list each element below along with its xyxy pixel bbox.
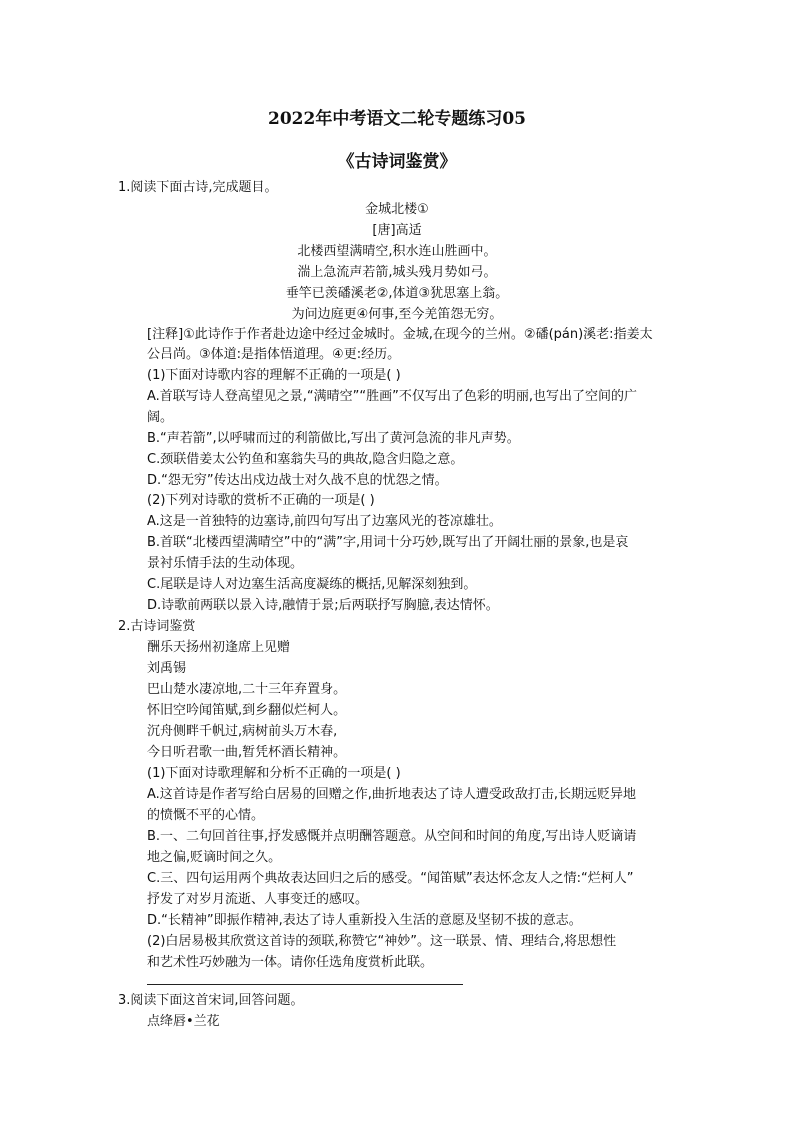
q1-sub2-option: C.尾联是诗人对边塞生活高度凝练的概括,见解深刻独到。 — [147, 577, 477, 592]
q2-poem-line: 怀旧空吟闻笛赋,到乡翻似烂柯人。 — [147, 703, 347, 718]
q1-note-line: 公吕尚。③体道:是指体悟道理。④更:经历。 — [147, 347, 401, 362]
question-2-stem: 2.古诗词鉴赏 — [118, 619, 196, 634]
page-subtitle: 《古诗词鉴赏》 — [337, 152, 457, 172]
q2-poem-line: 沉舟侧畔千帆过,病树前头万木春, — [147, 724, 338, 739]
q1-sub2-option: 景衬乐情手法的生动体现。 — [147, 556, 304, 571]
answer-blank-line — [147, 984, 463, 985]
q2-sub1-option: D.“长精神”即振作精神,表达了诗人重新投入生活的意愿及坚韧不拔的意志。 — [147, 913, 582, 928]
q1-poem-author: [唐]高适 — [372, 223, 422, 238]
q1-sub2-option: B.首联“北楼西望满晴空”中的“满”字,用词十分巧妙,既写出了开阔壮丽的景象,也是哀 — [147, 535, 629, 550]
q1-sub1-option: D.“怨无穷”传达出戍边战士对久战不息的忧怨之情。 — [147, 473, 448, 488]
q2-poem-line: 今日听君歌一曲,暂凭杯酒长精神。 — [147, 745, 347, 760]
q1-sub1-option: A.首联写诗人登高望见之景,“满晴空”“胜画”不仅写出了色彩的明丽,也写出了空间的广 — [147, 389, 638, 404]
q1-poem-line: 北楼西望满晴空,积水连山胜画中。 — [297, 244, 497, 259]
q2-poem-author: 刘禹锡 — [147, 661, 187, 676]
q1-poem-line: 湍上急流声若箭,城头残月势如弓。 — [297, 265, 497, 280]
q2-sub2-line: (2)白居易极其欣赏这首诗的颈联,称赞它“神妙”。这一联景、情、理结合,将思想性 — [147, 934, 617, 949]
q1-sub1-option: 阔。 — [147, 410, 174, 425]
q1-poem-title: 金城北楼① — [365, 202, 429, 217]
q2-sub1-option: A.这首诗是作者写给白居易的回赠之作,曲折地表达了诗人遭受政敌打击,长期远贬异地 — [147, 787, 637, 802]
q3-poem-title: 点绛唇•兰花 — [147, 1014, 220, 1029]
q1-poem-line: 垂竿已羡磻溪老②,体道③犹思塞上翁。 — [285, 286, 509, 301]
q2-poem-title: 酬乐天扬州初逢席上见赠 — [147, 640, 291, 655]
q2-sub1-option: 抒发了对岁月流逝、人事变迁的感叹。 — [147, 892, 369, 907]
q2-poem-line: 巴山楚水凄凉地,二十三年弃置身。 — [147, 682, 347, 697]
q1-sub2-stem: (2)下列对诗歌的赏析不正确的一项是( ) — [147, 493, 375, 508]
q2-sub1-option: B.一、二句回首往事,抒发感慨并点明酬答题意。从空间和时间的角度,写出诗人贬谪请 — [147, 829, 637, 844]
q2-sub1-option: 地之偏,贬谪时间之久。 — [147, 850, 282, 865]
q1-sub1-stem: (1)下面对诗歌内容的理解不正确的一项是( ) — [147, 368, 401, 383]
q1-poem-line: 为问边庭更④何事,至今羌笛怨无穷。 — [291, 307, 503, 322]
q2-sub1-option: 的愤慨不平的心情。 — [147, 808, 265, 823]
q1-sub1-option: C.颈联借姜太公钓鱼和塞翁失马的典故,隐含归隐之意。 — [147, 452, 464, 467]
page-title: 2022年中考语文二轮专题练习05 — [268, 109, 526, 129]
q2-sub1-option: C.三、四句运用两个典故表达回归之后的感受。“闻笛赋”表达怀念友人之情:“烂柯人” — [147, 871, 634, 886]
q1-note-line: [注释]①此诗作于作者赴边途中经过金城时。金城,在现今的兰州。②磻(pán)溪老:指姜太 — [147, 327, 653, 342]
q2-sub2-line: 和艺术性巧妙融为一体。请你任选角度赏析此联。 — [147, 955, 434, 970]
question-1-stem: 1.阅读下面古诗,完成题目。 — [118, 180, 278, 195]
q1-sub2-option: A.这是一首独特的边塞诗,前四句写出了边塞风光的苍凉雄壮。 — [147, 514, 502, 529]
question-3-stem: 3.阅读下面这首宋词,回答问题。 — [118, 993, 304, 1008]
q1-sub1-option: B.“声若箭”,以呼啸而过的利箭做比,写出了黄河急流的非凡声势。 — [147, 431, 520, 446]
q1-sub2-option: D.诗歌前两联以景入诗,融情于景;后两联抒写胸臆,表达情怀。 — [147, 598, 499, 613]
q2-sub1-stem: (1)下面对诗歌理解和分析不正确的一项是( ) — [147, 766, 401, 781]
